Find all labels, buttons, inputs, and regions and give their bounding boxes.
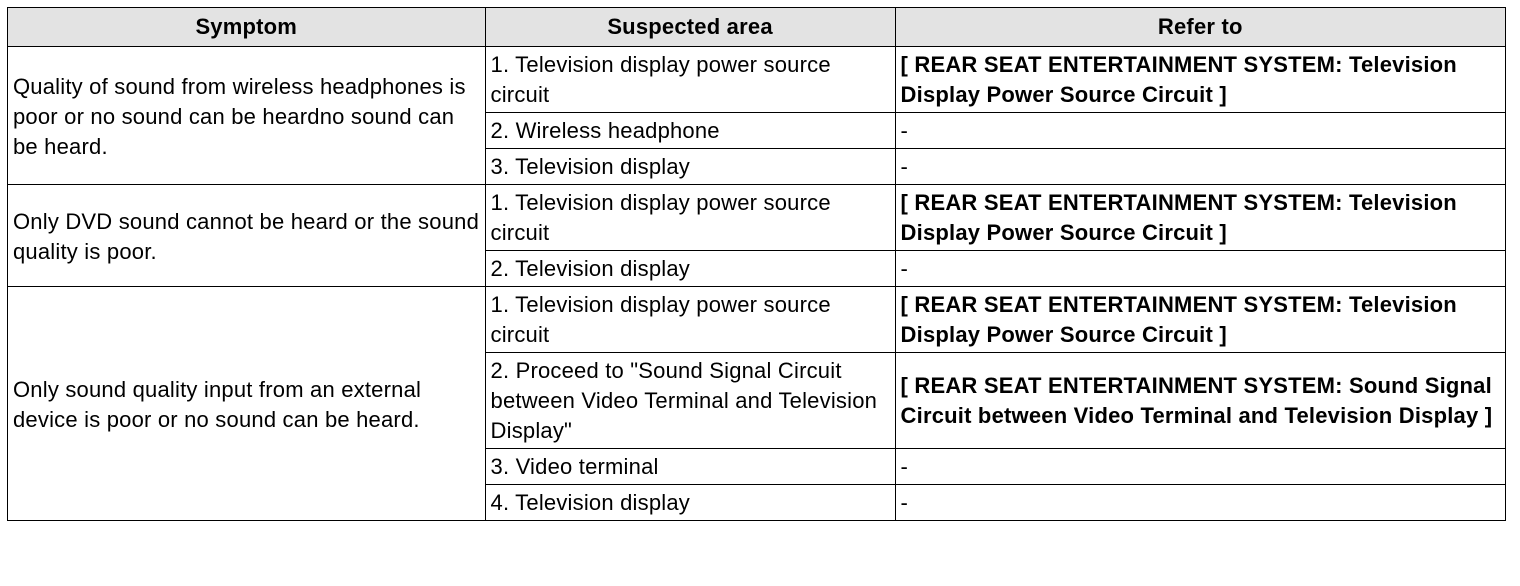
refer-to-cell: - xyxy=(895,251,1505,287)
refer-to-link[interactable]: [ REAR SEAT ENTERTAINMENT SYSTEM: Television Display Power Source Circuit ] xyxy=(895,287,1505,353)
refer-to-cell: - xyxy=(895,449,1505,485)
header-refer-to: Refer to xyxy=(895,8,1505,47)
header-symptom: Symptom xyxy=(8,8,486,47)
suspected-area-cell: 2. Proceed to "Sound Signal Circuit between Video Terminal and Television Display" xyxy=(485,353,895,449)
header-row xyxy=(8,8,1506,47)
table-row xyxy=(8,287,1506,353)
refer-to-cell: - xyxy=(895,113,1505,149)
symptom-cell: Only sound quality input from an external device is poor or no sound can be heard. xyxy=(8,287,486,521)
refer-to-link[interactable]: [ REAR SEAT ENTERTAINMENT SYSTEM: Television Display Power Source Circuit ] xyxy=(895,47,1505,113)
table-row xyxy=(8,47,1506,113)
refer-to-link[interactable]: [ REAR SEAT ENTERTAINMENT SYSTEM: Sound Signal Circuit between Video Terminal and Television Display ] xyxy=(895,353,1505,449)
symptom-cell: Quality of sound from wireless headphones is poor or no sound can be heardno sound can be heard. xyxy=(8,47,486,185)
suspected-area-cell: 1. Television display power source circuit xyxy=(485,47,895,113)
refer-to-cell: - xyxy=(895,149,1505,185)
refer-to-cell: - xyxy=(895,485,1505,521)
table-row xyxy=(8,185,1506,251)
suspected-area-cell: 2. Television display xyxy=(485,251,895,287)
suspected-area-cell: 1. Television display power source circuit xyxy=(485,185,895,251)
refer-to-link[interactable]: [ REAR SEAT ENTERTAINMENT SYSTEM: Television Display Power Source Circuit ] xyxy=(895,185,1505,251)
suspected-area-cell: 3. Television display xyxy=(485,149,895,185)
suspected-area-cell: 1. Television display power source circuit xyxy=(485,287,895,353)
header-suspected-area: Suspected area xyxy=(485,8,895,47)
symptom-cell: Only DVD sound cannot be heard or the sound quality is poor. xyxy=(8,185,486,287)
symptom-table xyxy=(7,7,1506,521)
suspected-area-cell: 4. Television display xyxy=(485,485,895,521)
suspected-area-cell: 2. Wireless headphone xyxy=(485,113,895,149)
suspected-area-cell: 3. Video terminal xyxy=(485,449,895,485)
